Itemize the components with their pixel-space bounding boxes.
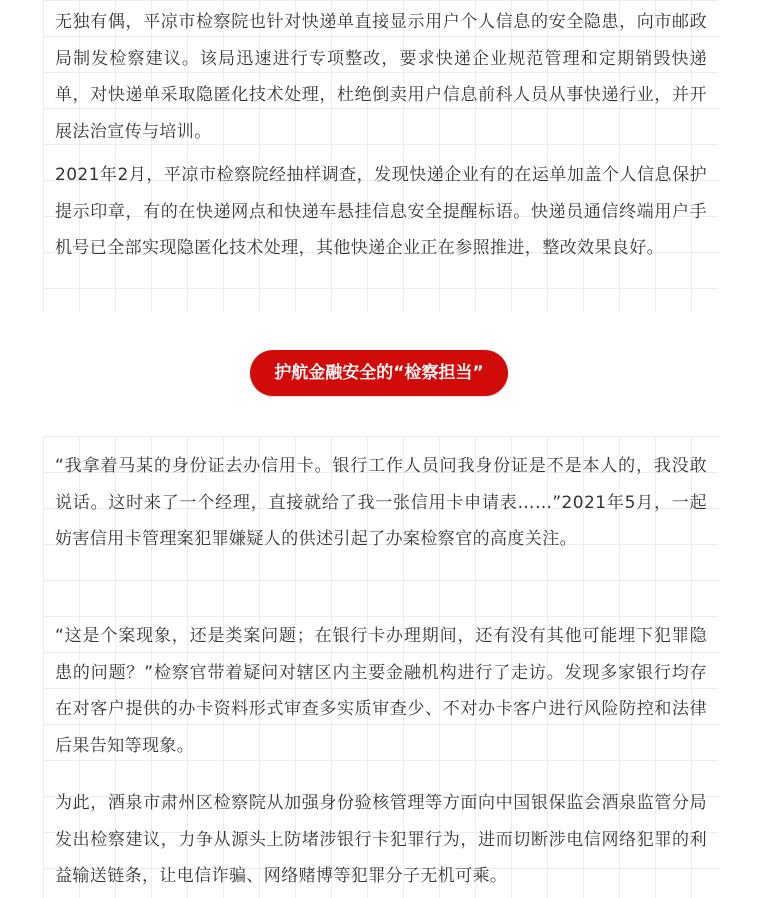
paragraph-sampling-survey: 2021年2月，平凉市检察院经抽样调查，发现快递企业有的在运单加盖个人信息保护提示印章，有的在快递网点和快递车悬挂信息安全提醒标语。快递员通信终端用户手机号已全部实现隐匿化技术处理，其他快递企业正在参照推进，整改效果良好。 [55, 165, 707, 258]
paragraph-express-order-privacy: 无独有偶，平凉市检察院也针对快递单直接显示用户个人信息的安全隐患，向市邮政局制发检察建议。该局迅速进行专项整改，要求快递企业规范管理和定期销毁快递单，对快递单采取隐匿化技术处理，杜绝倒卖用户信息前科人员从事快递行业，并开展法治宣传与培训。 [55, 12, 707, 142]
paragraph-credit-card-confession: “我拿着马某的身份证去办信用卡。银行工作人员问我身份证是不是本人的，我没敢说话。这时来了一个经理，直接就给了我一张信用卡申请表……”2021年5月，一起妨害信用卡管理案犯罪嫌疑人的供述引起了办案检察官的高度关注。 [55, 456, 707, 549]
paragraph-procuratorial-suggestion: 为此，酒泉市肃州区检察院从加强身份验核管理等方面向中国银保监会酒泉监管分局发出检察建议，力争从源头上防堵涉银行卡犯罪行为，进而切断涉电信网络犯罪的利益输送链条，让电信诈骗、网络赌博等犯罪分子无机可乘。 [55, 793, 707, 886]
top-grid-section [43, 0, 718, 312]
bottom-grid-section [43, 436, 718, 898]
paragraph-bank-visit: “这是个案现象，还是类案问题；在银行卡办理期间，还有没有其他可能埋下犯罪隐患的问题？”检察官带着疑问对辖区内主要金融机构进行了走访。发现多家银行均存在对客户提供的办卡资料形式审查多实质审查少、不对办卡客户进行风险防控和法律后果告知等现象。 [55, 626, 707, 756]
section-title-badge: 护航金融安全的“检察担当” [250, 350, 508, 396]
